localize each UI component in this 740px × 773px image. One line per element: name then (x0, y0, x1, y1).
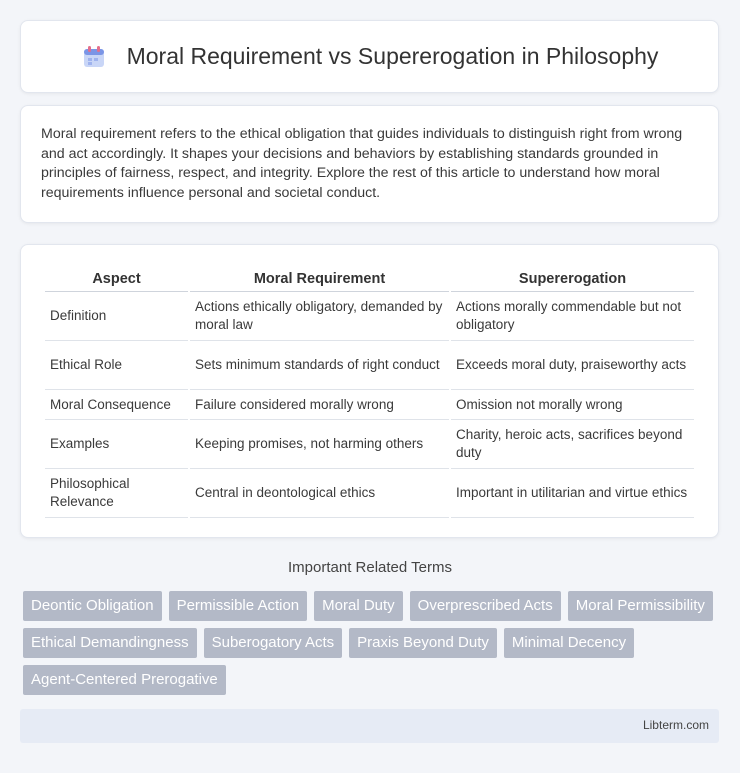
column-header: Supererogation (451, 265, 694, 292)
table-cell: Charity, heroic acts, sacrifices beyond duty (451, 420, 694, 469)
column-header: Moral Requirement (190, 265, 449, 292)
intro-card (20, 105, 719, 223)
tag-minimal-decency[interactable]: Minimal Decency (504, 628, 634, 658)
related-terms-title: Important Related Terms (288, 559, 452, 576)
table-cell: Definition (45, 292, 188, 341)
table-cell: Philosophical Relevance (45, 469, 188, 518)
column-header: Aspect (45, 265, 188, 292)
tag-agent-centered-prerogative[interactable]: Agent-Centered Prerogative (23, 665, 226, 695)
tag-ethical-demandingness[interactable]: Ethical Demandingness (23, 628, 197, 658)
table-cell: Important in utilitarian and virtue ethics (451, 469, 694, 518)
table-cell: Keeping promises, not harming others (190, 420, 449, 469)
tag-overprescribed-acts[interactable]: Overprescribed Acts (410, 591, 561, 621)
tag-moral-permissibility[interactable]: Moral Permissibility (568, 591, 713, 621)
table-row (45, 390, 694, 420)
tag-permissible-action[interactable]: Permissible Action (169, 591, 308, 621)
table-row (45, 420, 694, 469)
table-cell: Actions morally commendable but not obligatory (451, 292, 694, 341)
table-row (45, 469, 694, 518)
tag-suberogatory-acts[interactable]: Suberogatory Acts (204, 628, 343, 658)
calendar-icon (81, 44, 107, 70)
table-cell: Sets minimum standards of right conduct (190, 341, 449, 390)
tag-deontic-obligation[interactable]: Deontic Obligation (23, 591, 162, 621)
tag-praxis-beyond-duty[interactable]: Praxis Beyond Duty (349, 628, 497, 658)
table-cell: Actions ethically obligatory, demanded by moral law (190, 292, 449, 341)
tag-moral-duty[interactable]: Moral Duty (314, 591, 403, 621)
comparison-table-card (20, 244, 719, 538)
table-cell: Central in deontological ethics (190, 469, 449, 518)
table-row (45, 292, 694, 341)
intro-text: Moral requirement refers to the ethical obligation that guides individuals to distinguish right from wrong and act accordingly. It shapes your decisions and behaviors by establishing standards grounded in principles of fairness, respect, and integrity. Explore the rest of this article to understand how moral requirements influence personal and societal conduct. (41, 126, 683, 201)
table-cell: Ethical Role (45, 341, 188, 390)
table-cell: Failure considered morally wrong (190, 390, 449, 420)
table-cell: Exceeds moral duty, praiseworthy acts (451, 341, 694, 390)
header-card (20, 20, 719, 93)
table-row (45, 341, 694, 390)
table-cell: Examples (45, 420, 188, 469)
page-title: Moral Requirement vs Supererogation in Philosophy (126, 43, 659, 69)
comparison-table (43, 265, 696, 518)
related-terms-list (23, 591, 723, 695)
footer-site-link[interactable]: Libterm.com (642, 718, 709, 732)
footer (20, 709, 719, 743)
table-cell: Moral Consequence (45, 390, 188, 420)
table-cell: Omission not morally wrong (451, 390, 694, 420)
